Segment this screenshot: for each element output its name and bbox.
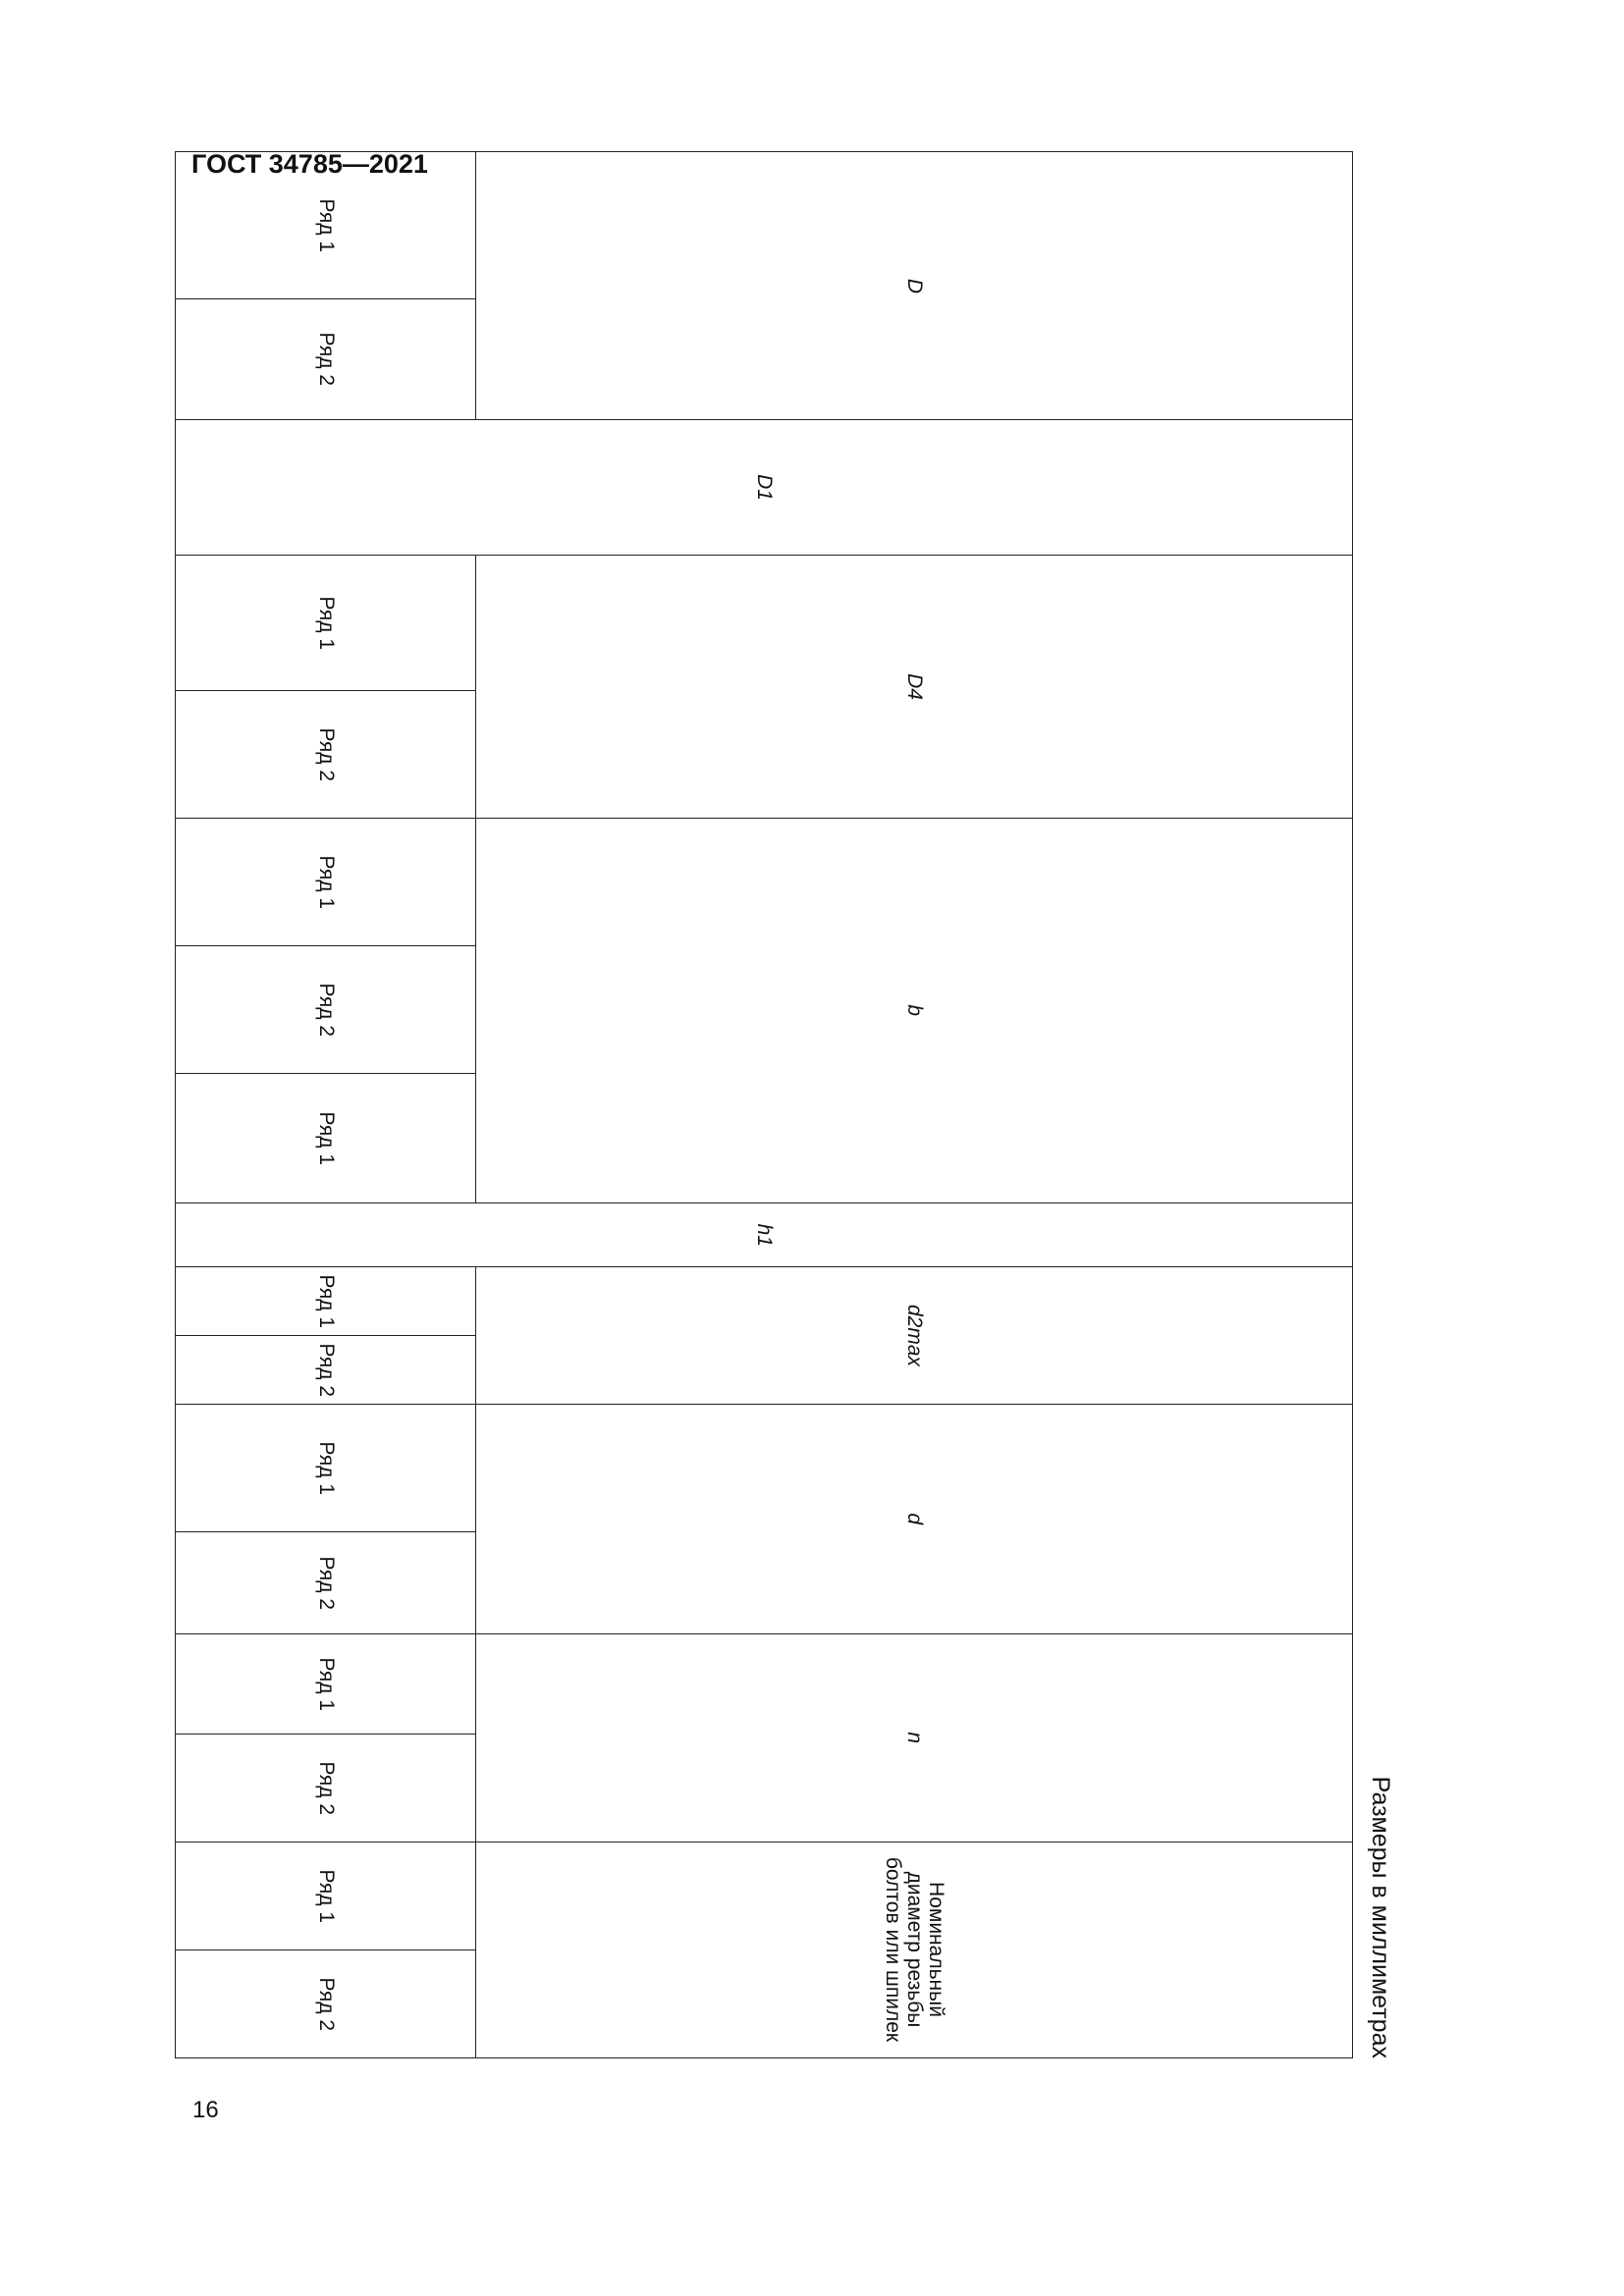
header-D: D xyxy=(476,151,1353,419)
h-d-r2: Ряд 2 xyxy=(176,1532,476,1634)
page-number: 16 xyxy=(192,2097,219,2123)
document-code: ГОСТ 34785—2021 xyxy=(191,149,428,179)
header-d2max: d2max xyxy=(476,1267,1353,1405)
h-d4-r2: Ряд 2 xyxy=(176,690,476,818)
h-n-r2: Ряд 2 xyxy=(176,1735,476,1842)
header-b-b1: b xyxy=(476,818,1353,1202)
h-d4-r1: Ряд 1 xyxy=(176,555,476,690)
table xyxy=(175,151,1353,2058)
h-d2-r1: Ряд 1 xyxy=(176,1267,476,1336)
h-b-r2: Ряд 2 xyxy=(176,946,476,1074)
flange-dimensions-table xyxy=(175,198,1353,2058)
rotated-table-area xyxy=(216,198,1394,2058)
header-d4: D4 xyxy=(476,555,1353,818)
header-bolt: Номинальный диаметр резьбы болтов или шпилек xyxy=(476,1842,1353,2058)
h-D-r1: Ряд 1 xyxy=(176,151,476,298)
header-d1: D1 xyxy=(176,419,1353,555)
header-h1: h1 xyxy=(176,1203,1353,1267)
header-d: d xyxy=(476,1405,1353,1634)
h-bolt-r2: Ряд 2 xyxy=(176,1950,476,2058)
h-d-r1: Ряд 1 xyxy=(176,1405,476,1532)
h-b-r1: Ряд 1 xyxy=(176,818,476,945)
h-n-r1: Ряд 1 xyxy=(176,1634,476,1735)
header-n: n xyxy=(476,1634,1353,1842)
h-bolt-r1: Ряд 1 xyxy=(176,1842,476,1950)
h-d2-r2: Ряд 2 xyxy=(176,1336,476,1405)
units-note: Размеры в миллиметрах xyxy=(1367,1776,1394,2058)
h-D-r2: Ряд 2 xyxy=(176,298,476,419)
h-b1-r1: Ряд 1 xyxy=(176,1074,476,1203)
